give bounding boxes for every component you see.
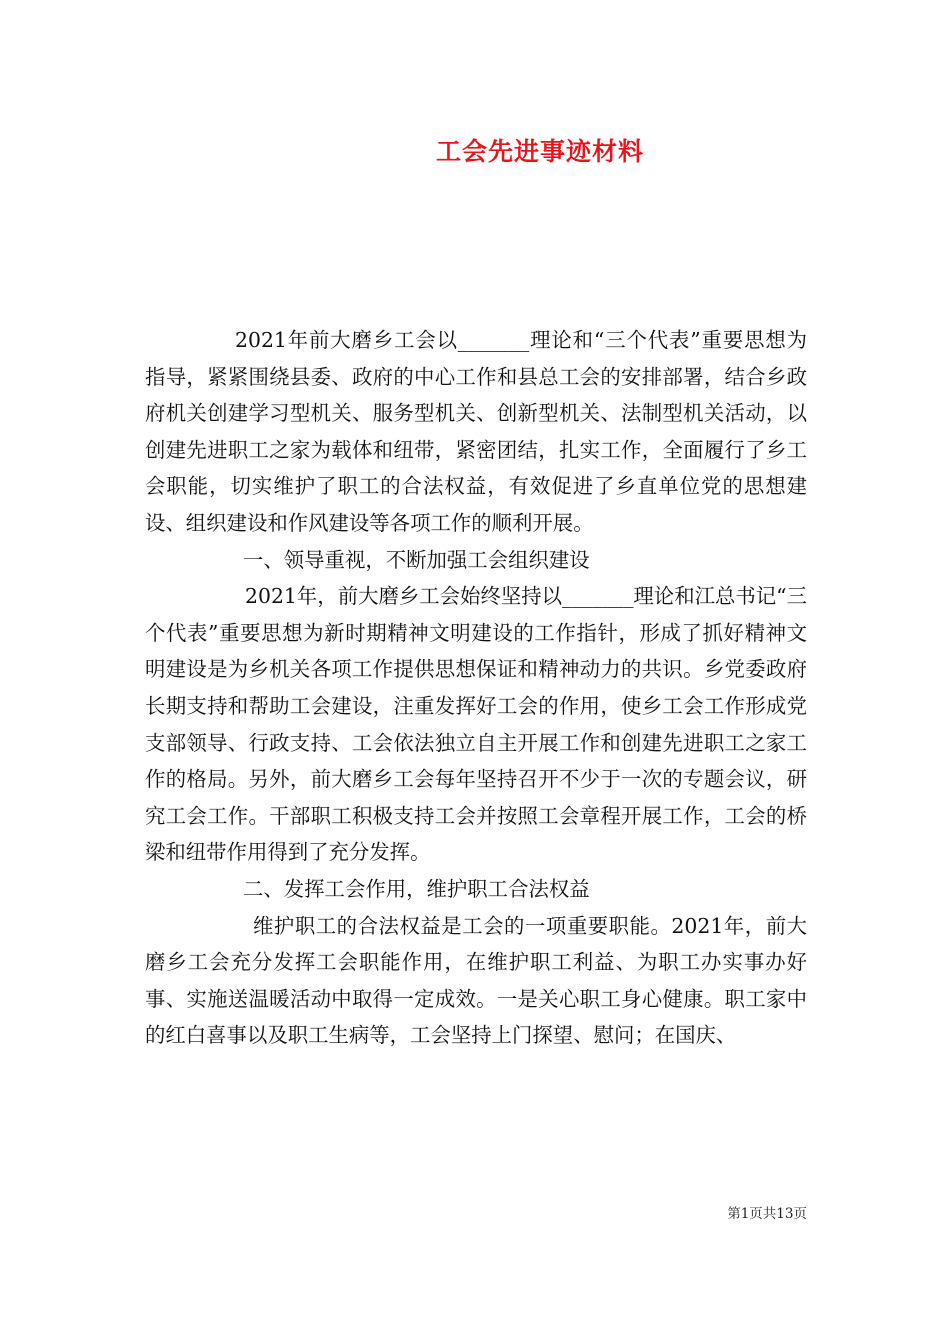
section-heading-2: 二、发挥工会作用，维护职工合法权益	[243, 876, 590, 901]
page-number-footer: 第1页共13页	[727, 1206, 807, 1222]
paragraph-intro: 2021年前大磨乡工会以_______理论和“三个代表”重要思想为指导，紧紧围绕县委、政府的中心工作和县总工会的安排部署，结合乡政府机关创建学习型机关、服务型机关、创新型机关、法制型机关活动，以创建先进职工之家为载体和纽带，紧密团结，扎实工作，全面履行了乡工会职能，切实维护了职工的合法权益，有效促进了乡直单位党的思想建设、组织建设和作风建设等各项工作的顺利开展。	[145, 328, 807, 535]
section-heading-1: 一、领导重视，不断加强工会组织建设	[243, 547, 590, 572]
paragraph-section-1: 2021年，前大磨乡工会始终坚持以_______理论和江总书记“三个代表”重要思想为新时期精神文明建设的工作指针，形成了抓好精神文明建设是为乡机关各项工作提供思想保证和精神动力的共识。乡党委政府长期支持和帮助工会建设，注重发挥好工会的作用，使乡工会工作形成党支部领导、行政支持、工会依法独立自主开展工作和创建先进职工之家工作的格局。另外，前大磨乡工会每年坚持召开不少于一次的专题会议，研究工会工作。干部职工积极支持工会并按照工会章程开展工作，工会的桥梁和纽带作用得到了充分发挥。	[145, 584, 807, 865]
document-body	[145, 322, 807, 1054]
paragraph-section-2: 维护职工的合法权益是工会的一项重要职能。2021年，前大磨乡工会充分发挥工会职能作用，在维护职工利益、为职工办实事办好事、实施送温暖活动中取得一定成效。一是关心职工身心健康。职工家中的红白喜事以及职工生病等，工会坚持上门探望、慰问；在国庆、	[145, 913, 807, 1048]
document-title: 工会先进事迹材料	[435, 137, 644, 166]
